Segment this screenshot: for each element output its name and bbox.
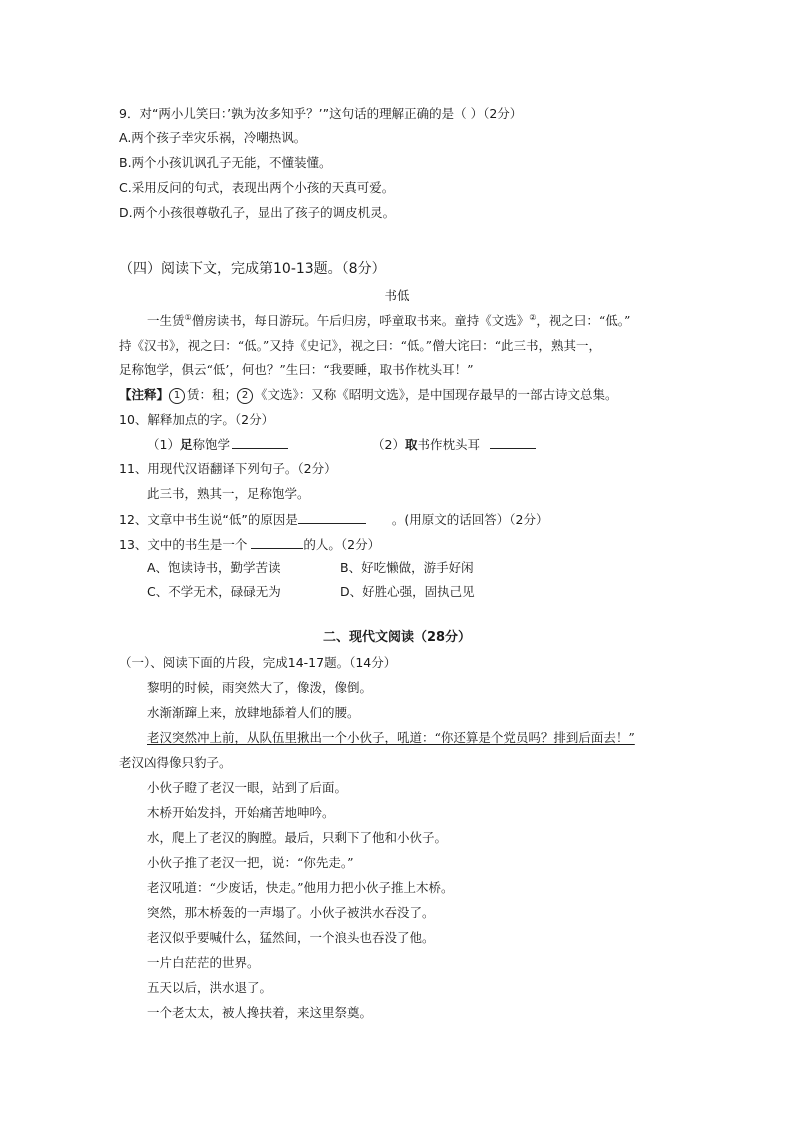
q10-answer-blank-1[interactable] [232, 436, 288, 449]
q12 [119, 511, 548, 528]
q10-part-2-number: （2） [372, 437, 405, 452]
q11-sentence: 此三书，熟其一，足称饱学。 [147, 486, 310, 501]
annotation-2: 《文选》：又称《昭明文选》，是中国现存最早的一部古诗文总集。 [255, 387, 618, 402]
q13-option-d: D、好胜心强，固执己见 [340, 584, 475, 599]
excerpt-line-11: 老汉似乎要喊什么，猛然间，一个浪头也吞没了他。 [147, 930, 435, 945]
q13-option-b: B、好吃懒做，游手好闲 [340, 560, 474, 575]
q12-answer-blank[interactable] [298, 511, 366, 524]
q10-part-2-dotted-char: 取 [404, 437, 418, 452]
q13-tail: 的人。（2分） [303, 537, 381, 552]
q10-part-1-number: （1） [147, 437, 180, 452]
excerpt-line-12: 一片白茫茫的世界。 [147, 955, 260, 970]
excerpt-line-14: 一个老太太，被人搀扶着，来这里祭奠。 [147, 1005, 373, 1020]
q10-part-1 [147, 436, 288, 453]
q9-option-a: A.两个孩子幸灾乐祸，冷嘲热讽。 [119, 130, 307, 145]
q9-stem: 9．对“两小儿笑曰：’孰为汝多知乎？’”这句话的理解正确的是（ ）（2分） [119, 106, 523, 121]
excerpt-line-4: 老汉凶得像只豹子。 [119, 755, 232, 770]
excerpt-line-5: 小伙子瞪了老汉一眼，站到了后面。 [147, 780, 348, 795]
annotation-label: 【注释】 [119, 387, 170, 402]
annotation-1: 赁：租； [187, 387, 238, 402]
part2-subheading: （一）、阅读下面的片段，完成14-17题。（14分） [119, 655, 397, 670]
excerpt-line-3-underlined: 老汉突然冲上前，从队伍里揪出一个小伙子，吼道：“你还算是个党员吗？排到后面去！” [147, 730, 635, 745]
q11-stem: 11、用现代汉语翻译下列句子。（2分） [119, 461, 337, 476]
q12-stem: 12、文章中书生说“低”的原因是 [119, 512, 298, 527]
annotation-marker-2: 2 [237, 388, 253, 404]
q10-part-1-dotted-char: 足 [179, 437, 193, 452]
excerpt-line-8: 小伙子推了老汉一把，说：“你先走。” [147, 855, 354, 870]
q10-part-1-text: 称饱学 [192, 437, 230, 452]
footnote-ref-1: ① [184, 312, 192, 322]
excerpt-line-9: 老汉吼道：“少废话，快走。”他用力把小伙子推上木桥。 [147, 880, 454, 895]
q10-part-2-text: 书作枕头耳 [417, 437, 480, 452]
passage-line-3: 足称饱学，俱云“低’，何也？”生曰：“我要睡，取书作枕头耳！” [119, 362, 474, 377]
section4-heading: （四）阅读下文，完成第10-13题。（8分） [119, 261, 386, 277]
q13-answer-blank[interactable] [251, 536, 303, 549]
excerpt-line-7: 水，爬上了老汉的胸膛。最后，只剩下了他和小伙子。 [147, 830, 448, 845]
q9-option-b: B.两个小孩讥讽孔子无能，不懂装懂。 [119, 155, 332, 170]
passage-line-1c: ，视之曰：“低。” [536, 313, 631, 328]
excerpt-line-2: 水渐渐蹿上来，放肆地舔着人们的腰。 [147, 705, 360, 720]
passage-line-1b: 僧房读书，每日游玩。午后归房，呼童取书来。童持《文选》 [191, 313, 530, 328]
q9-option-d: D.两个小孩很尊敬孔子，显出了孩子的调皮机灵。 [119, 205, 396, 220]
q10-stem: 10、解释加点的字。（2分） [119, 412, 275, 427]
q10-part-2 [372, 436, 536, 453]
excerpt-line-13: 五天以后，洪水退了。 [147, 980, 273, 995]
q13-option-c: C、不学无术，碌碌无为 [147, 584, 281, 599]
excerpt-line-10: 突然，那木桥轰的一声塌了。小伙子被洪水吞没了。 [147, 905, 435, 920]
excerpt-line-6: 木桥开始发抖，开始痛苦地呻吟。 [147, 805, 335, 820]
q13-stem: 13、文中的书生是一个 [119, 537, 252, 552]
passage-title: 书低 [384, 288, 410, 303]
q13-option-a: A、饱读诗书，勤学苦读 [147, 560, 281, 575]
passage-line-1 [147, 313, 630, 329]
footnote-ref-2: ② [529, 312, 537, 322]
annotation [119, 387, 618, 404]
passage-line-1a: 一生赁 [147, 313, 185, 328]
q10-answer-blank-2[interactable] [490, 436, 536, 449]
part2-heading: 二、现代文阅读（28分） [322, 630, 472, 645]
annotation-marker-1: 1 [169, 388, 185, 404]
q13 [119, 536, 380, 553]
excerpt-line-1: 黎明的时候，雨突然大了，像泼，像倒。 [147, 680, 373, 695]
q9-option-c: C.采用反问的句式，表现出两个小孩的天真可爱。 [119, 180, 395, 195]
q12-tail: 。(用原文的话回答）（2分） [391, 512, 549, 527]
passage-line-2: 持《汉书》，视之曰：“低。”又持《史记》，视之曰：“低。”僧大诧曰：“此三书，熟其一， [119, 338, 601, 353]
